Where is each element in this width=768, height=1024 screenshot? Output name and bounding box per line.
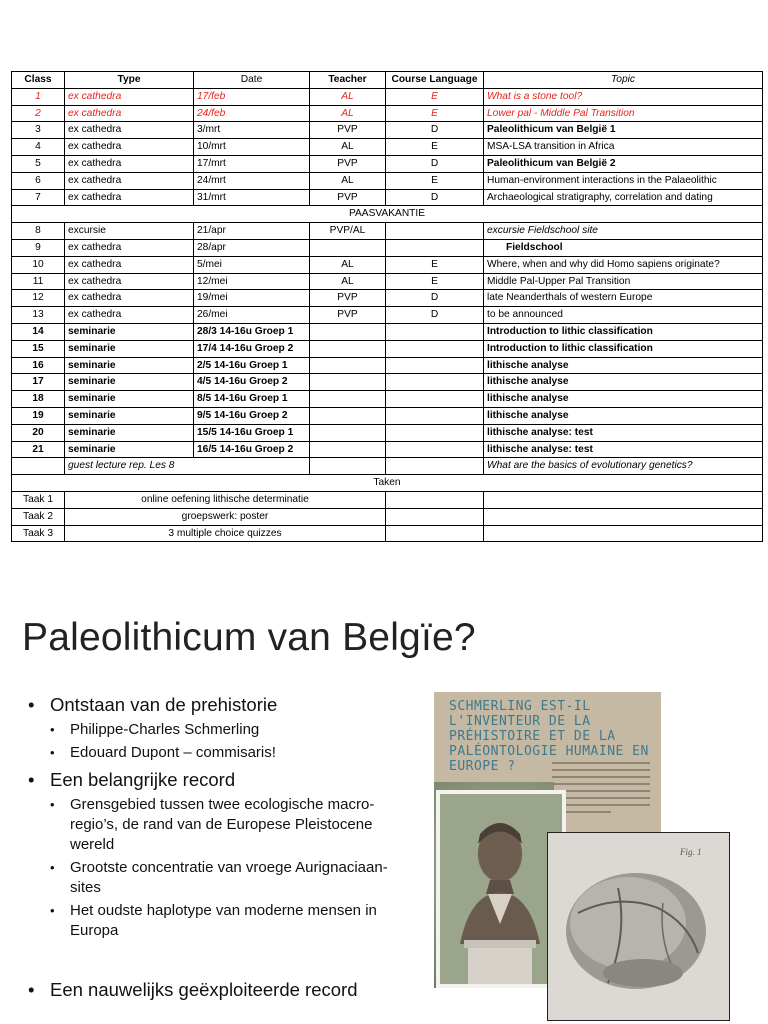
table-header-row (12, 72, 763, 89)
class-teacher: PVP (310, 307, 386, 324)
task-row (12, 525, 763, 542)
class-teacher: AL (310, 88, 386, 105)
class-topic: lithische analyse: test (484, 441, 763, 458)
header-type: Type (65, 72, 194, 89)
table-row (12, 374, 763, 391)
break-row (12, 206, 763, 223)
class-number: 7 (12, 189, 65, 206)
table-row (12, 391, 763, 408)
class-number: 21 (12, 441, 65, 458)
table-row (12, 105, 763, 122)
table-cell (310, 458, 386, 475)
task-id: Taak 2 (12, 508, 65, 525)
class-language: D (386, 290, 484, 307)
class-teacher (310, 374, 386, 391)
class-topic: MSA-LSA transition in Africa (484, 139, 763, 156)
class-date: 15/5 14-16u Groep 1 (194, 424, 310, 441)
task-description: groepswerk: poster (65, 508, 386, 525)
class-topic: lithische analyse (484, 374, 763, 391)
class-date: 24/feb (194, 105, 310, 122)
class-type: ex cathedra (65, 122, 194, 139)
class-number: 1 (12, 88, 65, 105)
class-topic: Human-environment interactions in the Palaeolithic (484, 172, 763, 189)
task-description: online oefening lithische determinatie (65, 491, 386, 508)
skull-icon (548, 833, 728, 1019)
class-number: 4 (12, 139, 65, 156)
sub-bullet-text: Het oudste haplotype van moderne mensen in Europa (70, 902, 377, 939)
class-date: 17/4 14-16u Groep 2 (194, 340, 310, 357)
class-type: ex cathedra (65, 256, 194, 273)
table-row (12, 357, 763, 374)
class-date: 28/3 14-16u Groep 1 (194, 323, 310, 340)
task-id: Taak 1 (12, 491, 65, 508)
task-id: Taak 3 (12, 525, 65, 542)
bullet-dot-icon: • (50, 797, 55, 812)
table-cell (386, 508, 484, 525)
sub-bullet (50, 795, 408, 855)
table-cell (484, 491, 763, 508)
class-language: E (386, 88, 484, 105)
table-row (12, 424, 763, 441)
table-cell (386, 458, 484, 475)
break-section (12, 206, 763, 223)
class-topic: Introduction to lithic classification (484, 340, 763, 357)
class-date: 28/apr (194, 239, 310, 256)
table-row (12, 88, 763, 105)
class-teacher: AL (310, 139, 386, 156)
table-row (12, 155, 763, 172)
class-type: excursie (65, 223, 194, 240)
class-teacher: PVP (310, 155, 386, 172)
class-date: 3/mrt (194, 122, 310, 139)
sub-bullet (50, 901, 408, 941)
class-date: 10/mrt (194, 139, 310, 156)
class-topic: Where, when and why did Homo sapiens originate? (484, 256, 763, 273)
class-number: 8 (12, 223, 65, 240)
sub-bullet (50, 720, 408, 740)
class-teacher (310, 323, 386, 340)
table-row (12, 323, 763, 340)
bullet-unexploited-record (28, 979, 408, 1001)
table-row (12, 223, 763, 240)
class-type: seminarie (65, 374, 194, 391)
class-date: 2/5 14-16u Groep 1 (194, 357, 310, 374)
class-type: ex cathedra (65, 172, 194, 189)
tasks-label: Taken (12, 475, 763, 492)
class-topic: What is a stone tool? (484, 88, 763, 105)
bullet-text: Een nauwelijks geëxploiteerde record (50, 979, 358, 1000)
class-date: 5/mei (194, 256, 310, 273)
tasks-header-row (12, 475, 763, 492)
table-row (12, 273, 763, 290)
class-date: 8/5 14-16u Groep 1 (194, 391, 310, 408)
class-number: 2 (12, 105, 65, 122)
class-date: 19/mei (194, 290, 310, 307)
bullet-important-record (28, 769, 408, 941)
class-number: 12 (12, 290, 65, 307)
table-row (12, 239, 763, 256)
class-type: seminarie (65, 323, 194, 340)
class-language: D (386, 307, 484, 324)
class-date: 31/mrt (194, 189, 310, 206)
class-type: ex cathedra (65, 273, 194, 290)
class-language (386, 239, 484, 256)
task-row (12, 508, 763, 525)
table-row (12, 407, 763, 424)
class-number: 18 (12, 391, 65, 408)
bullet-dot-icon: • (50, 903, 55, 918)
class-number: 9 (12, 239, 65, 256)
class-type: seminarie (65, 357, 194, 374)
bullet-dot-icon: • (50, 722, 55, 737)
class-topic: Fieldschool (484, 239, 763, 256)
class-language (386, 391, 484, 408)
slide-title: Paleolithicum van Belgïe? (22, 616, 476, 659)
class-type: ex cathedra (65, 105, 194, 122)
class-teacher (310, 407, 386, 424)
poster-title: SCHMERLING EST-IL L'INVENTEUR DE LA PRÉHISTOIRE ET DE LA PALÉONTOLOGIE HUMAINE EN EUROPE ? (449, 699, 649, 774)
skull-drawing-image (547, 832, 730, 1021)
bullet-dot-icon: • (28, 694, 35, 715)
class-date: 4/5 14-16u Groep 2 (194, 374, 310, 391)
bullet-dot-icon: • (28, 769, 35, 790)
class-teacher: AL (310, 172, 386, 189)
class-language: E (386, 172, 484, 189)
class-type: ex cathedra (65, 155, 194, 172)
guest-lecture-type: guest lecture rep. Les 8 (65, 458, 310, 475)
class-teacher: AL (310, 256, 386, 273)
header-class: Class (12, 72, 65, 89)
class-language (386, 374, 484, 391)
class-teacher (310, 239, 386, 256)
table-row (12, 122, 763, 139)
class-topic: Archaeological stratigraphy, correlation and dating (484, 189, 763, 206)
class-teacher: AL (310, 273, 386, 290)
class-language (386, 424, 484, 441)
sub-bullet (50, 743, 408, 763)
class-date: 26/mei (194, 307, 310, 324)
class-teacher (310, 441, 386, 458)
table-cell (484, 525, 763, 542)
class-language (386, 357, 484, 374)
bust-icon (440, 794, 562, 984)
schedule-rows-before-break (12, 88, 763, 206)
class-teacher: AL (310, 105, 386, 122)
class-topic: Lower pal - Middle Pal Transition (484, 105, 763, 122)
bullet-dot-icon: • (50, 860, 55, 875)
class-topic: lithische analyse (484, 407, 763, 424)
poster-body-text-lines (552, 762, 650, 818)
header-teacher: Teacher (310, 72, 386, 89)
guest-lecture-topic: What are the basics of evolutionary genetics? (484, 458, 763, 475)
schedule-rows-after-break (12, 223, 763, 458)
class-language (386, 223, 484, 240)
bullet-dot-icon: • (28, 979, 35, 1000)
table-cell (484, 508, 763, 525)
class-number: 14 (12, 323, 65, 340)
class-language (386, 407, 484, 424)
break-label: PAASVAKANTIE (12, 206, 763, 223)
class-type: seminarie (65, 441, 194, 458)
class-language: D (386, 189, 484, 206)
class-date: 16/5 14-16u Groep 2 (194, 441, 310, 458)
class-number: 5 (12, 155, 65, 172)
sub-bullet (50, 858, 408, 898)
sub-bullet-list (50, 720, 408, 763)
class-topic: lithische analyse (484, 391, 763, 408)
class-topic: lithische analyse (484, 357, 763, 374)
course-schedule-table (11, 71, 763, 542)
table-row (12, 139, 763, 156)
class-topic: Paleolithicum van België 2 (484, 155, 763, 172)
task-row (12, 491, 763, 508)
class-teacher: PVP (310, 122, 386, 139)
class-number: 20 (12, 424, 65, 441)
class-date: 9/5 14-16u Groep 2 (194, 407, 310, 424)
class-language: E (386, 105, 484, 122)
class-topic: Introduction to lithic classification (484, 323, 763, 340)
class-language: E (386, 273, 484, 290)
class-teacher (310, 391, 386, 408)
sub-bullet-text: Philippe-Charles Schmerling (70, 721, 260, 738)
tasks-rows (12, 491, 763, 541)
table-cell (386, 491, 484, 508)
class-type: seminarie (65, 407, 194, 424)
class-number: 6 (12, 172, 65, 189)
header-topic: Topic (484, 72, 763, 89)
sub-bullet-text: Grootste concentratie van vroege Aurignaciaan-sites (70, 859, 388, 896)
class-topic: Paleolithicum van België 1 (484, 122, 763, 139)
class-number: 19 (12, 407, 65, 424)
class-number: 10 (12, 256, 65, 273)
class-topic: to be announced (484, 307, 763, 324)
class-language (386, 340, 484, 357)
class-date: 24/mrt (194, 172, 310, 189)
class-teacher: PVP/AL (310, 223, 386, 240)
svg-text:Fig. 1: Fig. 1 (680, 847, 702, 857)
class-teacher: PVP (310, 290, 386, 307)
class-language: D (386, 155, 484, 172)
bullet-dot-icon: • (50, 745, 55, 760)
class-date: 17/feb (194, 88, 310, 105)
guest-lecture-row (12, 458, 763, 475)
table-row (12, 256, 763, 273)
table-row (12, 307, 763, 324)
class-date: 17/mrt (194, 155, 310, 172)
class-language (386, 323, 484, 340)
table-row (12, 290, 763, 307)
class-language: E (386, 256, 484, 273)
table-row (12, 172, 763, 189)
class-number: 11 (12, 273, 65, 290)
class-type: ex cathedra (65, 307, 194, 324)
table-row (12, 441, 763, 458)
sub-bullet-list (50, 795, 408, 941)
class-number: 16 (12, 357, 65, 374)
class-date: 21/apr (194, 223, 310, 240)
class-type: seminarie (65, 391, 194, 408)
class-date: 12/mei (194, 273, 310, 290)
class-language: E (386, 139, 484, 156)
class-type: ex cathedra (65, 290, 194, 307)
table-row (12, 340, 763, 357)
guest-section (12, 458, 763, 492)
class-teacher: PVP (310, 189, 386, 206)
class-topic: excursie Fieldschool site (484, 223, 763, 240)
class-type: ex cathedra (65, 189, 194, 206)
class-type: ex cathedra (65, 88, 194, 105)
table-row (12, 189, 763, 206)
bullet-text: Ontstaan van de prehistorie (50, 694, 278, 715)
bullet-text: Een belangrijke record (50, 769, 236, 790)
header-date: Date (194, 72, 310, 89)
class-number: 3 (12, 122, 65, 139)
header-language: Course Language (386, 72, 484, 89)
class-number: 15 (12, 340, 65, 357)
class-topic: lithische analyse: test (484, 424, 763, 441)
class-language (386, 441, 484, 458)
class-teacher (310, 357, 386, 374)
table-cell (386, 525, 484, 542)
slide-bullet-list (28, 694, 408, 1007)
class-type: ex cathedra (65, 239, 194, 256)
class-topic: Middle Pal-Upper Pal Transition (484, 273, 763, 290)
class-type: ex cathedra (65, 139, 194, 156)
class-teacher (310, 340, 386, 357)
class-number: 17 (12, 374, 65, 391)
class-teacher (310, 424, 386, 441)
class-topic: late Neanderthals of western Europe (484, 290, 763, 307)
bullet-origin-prehistory (28, 694, 408, 763)
sub-bullet-text: Grensgebied tussen twee ecologische macro-regio’s, de rand van de Europese Pleistocene wereld (70, 796, 375, 853)
class-type: seminarie (65, 424, 194, 441)
task-description: 3 multiple choice quizzes (65, 525, 386, 542)
class-number: 13 (12, 307, 65, 324)
class-type: seminarie (65, 340, 194, 357)
class-language: D (386, 122, 484, 139)
table-cell (12, 458, 65, 475)
sub-bullet-text: Edouard Dupont – commisaris! (70, 744, 276, 761)
